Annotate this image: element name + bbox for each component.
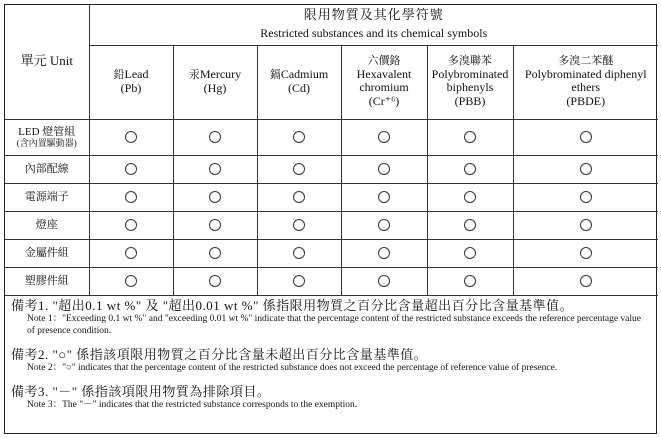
compliance-cell	[89, 211, 173, 239]
compliance-cell	[427, 267, 513, 295]
circle-mark-icon	[464, 219, 476, 231]
row-label: 電源端子	[5, 183, 89, 211]
compliance-cell	[513, 267, 658, 295]
compliance-cell	[173, 119, 257, 155]
compliance-cell	[257, 239, 341, 267]
circle-mark-icon	[378, 275, 390, 287]
compliance-cell	[341, 183, 427, 211]
note-3-en: Note 3：The "－" indicates that the restricted substance corresponds to the exemption.	[27, 399, 358, 410]
row-label: 內部配線	[5, 155, 89, 183]
compliance-cell	[173, 183, 257, 211]
circle-mark-icon	[580, 191, 592, 203]
compliance-cell	[427, 239, 513, 267]
compliance-cell	[427, 183, 513, 211]
circle-mark-icon	[464, 247, 476, 259]
substance-hexavalent-chromium-header: 六價鉻 Hexavalent chromium (Cr⁺⁶)	[341, 45, 427, 119]
circle-mark-icon	[293, 131, 305, 143]
row-label: 塑膠件組	[5, 267, 89, 295]
compliance-cell	[89, 155, 173, 183]
substance-mercury-header: 汞Mercury (Hg)	[173, 45, 257, 119]
circle-mark-icon	[125, 247, 137, 259]
circle-mark-icon	[378, 247, 390, 259]
table-row	[5, 119, 658, 155]
compliance-cell	[89, 239, 173, 267]
table-row	[5, 239, 658, 267]
compliance-cell	[257, 267, 341, 295]
circle-mark-icon	[209, 275, 221, 287]
circle-mark-icon	[378, 163, 390, 175]
circle-mark-icon	[378, 191, 390, 203]
circle-mark-icon	[293, 247, 305, 259]
note-2-cn: 備考2. "○" 係指該項限用物質之百分比含量未超出百分比含量基準值。	[11, 346, 428, 362]
substance-cadmium-header: 鎘Cadmium (Cd)	[257, 45, 341, 119]
note-1-en: Note 1："Exceeding 0.1 wt %" and "exceeding 0.01 wt %" indicate that the percentage content of the restricted substance exceeds the reference percentage value of presence condition.	[27, 314, 642, 336]
circle-mark-icon	[125, 191, 137, 203]
compliance-cell	[513, 119, 658, 155]
circle-mark-icon	[125, 219, 137, 231]
compliance-cell	[89, 267, 173, 295]
rohs-declaration-frame	[4, 4, 657, 434]
substance-pbde-header: 多溴二苯醚 Polybrominated diphenyl ethers (PBDE)	[513, 45, 658, 119]
circle-mark-icon	[209, 219, 221, 231]
table-row	[5, 267, 658, 295]
circle-mark-icon	[580, 275, 592, 287]
compliance-cell	[89, 119, 173, 155]
substances-title-cn: 限用物質及其化學符號	[303, 7, 444, 23]
compliance-cell	[173, 239, 257, 267]
compliance-cell	[341, 211, 427, 239]
compliance-cell	[427, 119, 513, 155]
circle-mark-icon	[464, 275, 476, 287]
circle-mark-icon	[464, 191, 476, 203]
compliance-cell	[89, 183, 173, 211]
compliance-cell	[257, 155, 341, 183]
circle-mark-icon	[378, 219, 390, 231]
circle-mark-icon	[580, 247, 592, 259]
circle-mark-icon	[580, 131, 592, 143]
note-2-en: Note 2："○" indicates that the percentage content of the restricted substance does not exceed the percentage of reference value of presence.	[27, 362, 558, 373]
substance-lead-header: 鉛Lead (Pb)	[89, 45, 173, 119]
compliance-cell	[341, 155, 427, 183]
circle-mark-icon	[209, 191, 221, 203]
note-2	[11, 344, 651, 375]
circle-mark-icon	[580, 219, 592, 231]
compliance-cell	[513, 183, 658, 211]
circle-mark-icon	[580, 163, 592, 175]
unit-column-header: 單元 Unit	[5, 5, 89, 119]
substances-title-en: Restricted substances and its chemical symbols	[260, 26, 488, 41]
table-body	[5, 119, 658, 295]
row-label: LED 燈管組 (含內置驅動器)	[5, 119, 89, 155]
compliance-cell	[257, 211, 341, 239]
row-label: 燈座	[5, 211, 89, 239]
note-3	[11, 381, 651, 412]
compliance-cell	[257, 119, 341, 155]
compliance-cell	[341, 119, 427, 155]
compliance-cell	[257, 183, 341, 211]
circle-mark-icon	[125, 275, 137, 287]
table-row	[5, 183, 658, 211]
circle-mark-icon	[125, 131, 137, 143]
compliance-cell	[427, 211, 513, 239]
circle-mark-icon	[464, 131, 476, 143]
notes-section	[11, 295, 651, 418]
note-1-cn: 備考1. "超出0.1 wt %" 及 "超出0.01 wt %" 係指限用物質之百分比含量超出百分比含量基準值。	[11, 298, 574, 313]
circle-mark-icon	[378, 131, 390, 143]
compliance-cell	[513, 239, 658, 267]
substance-pbb-header: 多溴聯苯 Polybrominated biphenyls (PBB)	[427, 45, 513, 119]
compliance-cell	[341, 267, 427, 295]
compliance-cell	[513, 155, 658, 183]
circle-mark-icon	[293, 219, 305, 231]
circle-mark-icon	[293, 163, 305, 175]
compliance-cell	[341, 239, 427, 267]
compliance-cell	[513, 211, 658, 239]
restricted-substances-table	[5, 5, 658, 296]
note-3-cn: 備考3. "－" 係指該項限用物質為排除項目。	[11, 383, 271, 399]
table-row	[5, 155, 658, 183]
note-1	[11, 295, 651, 338]
compliance-cell	[173, 267, 257, 295]
circle-mark-icon	[293, 275, 305, 287]
compliance-cell	[173, 211, 257, 239]
circle-mark-icon	[209, 131, 221, 143]
circle-mark-icon	[293, 191, 305, 203]
compliance-cell	[173, 155, 257, 183]
substances-header	[89, 5, 658, 45]
compliance-cell	[427, 155, 513, 183]
circle-mark-icon	[464, 163, 476, 175]
row-label: 金屬件組	[5, 239, 89, 267]
circle-mark-icon	[125, 163, 137, 175]
circle-mark-icon	[209, 163, 221, 175]
circle-mark-icon	[209, 247, 221, 259]
table-row	[5, 211, 658, 239]
